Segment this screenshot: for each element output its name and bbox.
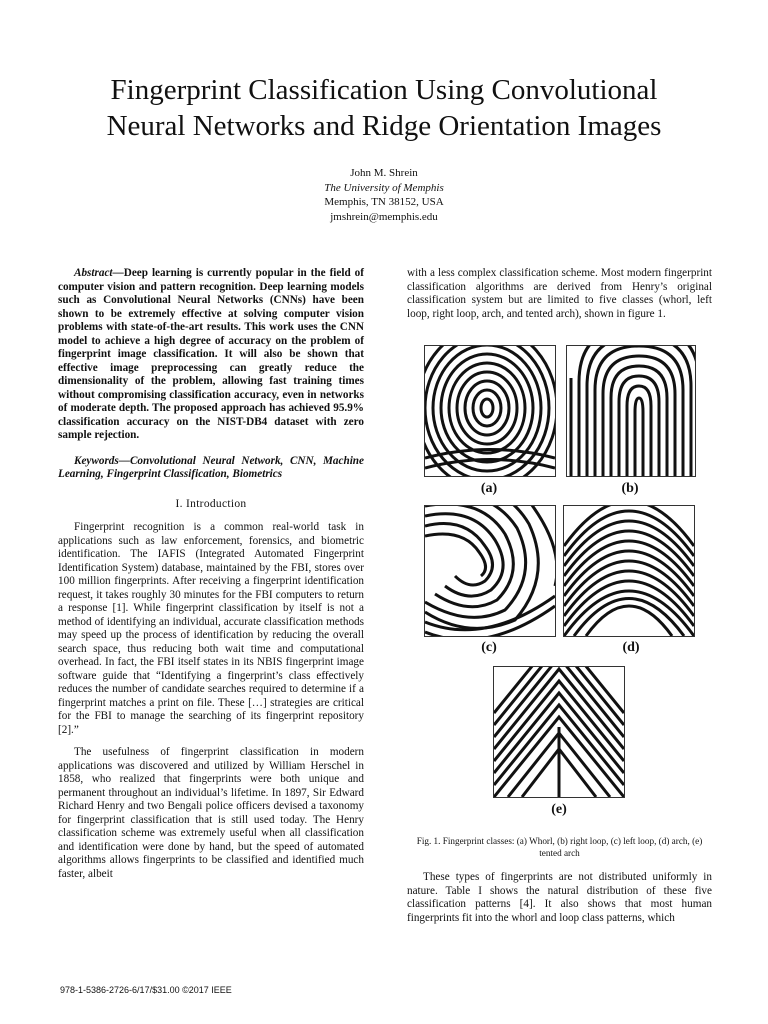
right-paragraph-bottom: These types of fingerprints are not distributed uniformly in nature. Table I shows the natural distribution of these five classification patterns [4]. It also shows that most human fingerprints fit into the whorl and loop class patterns, which xyxy=(407,871,712,924)
fingerprint-image-whorl xyxy=(424,345,556,477)
author-location: Memphis, TN 38152, USA xyxy=(324,196,444,208)
author-affiliation: The University of Memphis xyxy=(324,181,444,194)
intro-paragraph-2: The usefulness of fingerprint classification in modern applications was discovered and utilized by William Herschel in 1858, who realized that fingerprints were both unique and permanent throughout an individual’s lifetime. In 1897, Sir Edward Richard Henry and two Bengali police officers devised a taxonomy for fingerprint classification that is still used today. The Henry classification scheme was extremely useful when all classification and identification were done by hand, but the speed of automated algorithms allows fingerprints to be classified and identified much faster, albeit xyxy=(58,746,364,880)
figure-label-d: (d) xyxy=(622,640,640,655)
left-column xyxy=(58,267,364,881)
section-heading: I. Introduction xyxy=(175,497,247,510)
right-paragraph-top: with a less complex classification scheme. Most modern fingerprint classification algorithms are derived from Henry’s original classification system but are limited to five classes (whorl, left loop, right loop, arch, and tented arch), shown in figure 1. xyxy=(407,267,712,320)
intro-paragraph-1: Fingerprint recognition is a common real-world task in applications such as law enforcement, forensics, and biometric identification. The IAFIS (Integrated Automated Fingerprint Identification System) database, maintained by the FBI, stores over 100 million fingerprints. After receiving a fingerprint identification request, it takes roughly 30 minutes for the FBI computers to return a response [1]. While fingerprint classification by itself is not a method of identifying an individual, accurate classification methods may speed up the process of identification by reducing the overall search space, thus reducing both wait time and computational overhead. In fact, the FBI itself states in its NBIS fingerprint image software guide that “Identifying a fingerprint’s class effectively reduces the number of candidate searches required to determine if a fingerprint matches a print on file. These […] strategies are critical for the FBI to manage the searching of its fingerprint repository [2].” xyxy=(58,521,364,736)
keywords xyxy=(58,455,364,482)
figure-caption: Fig. 1. Fingerprint classes: (a) Whorl, (b) right loop, (c) left loop, (d) arch, (e) tented arch xyxy=(416,836,703,858)
copyright-footer: 978-1-5386-2726-6/17/$31.00 ©2017 IEEE xyxy=(60,985,232,995)
fingerprint-image-left-loop xyxy=(424,505,556,637)
fingerprint-image-right-loop xyxy=(566,345,696,477)
author-email: jmshrein@memphis.edu xyxy=(330,210,438,223)
keywords-text: —Convolutional Neural Network, CNN, Machine Learning, Fingerprint Classification, Biometrics xyxy=(58,454,364,480)
paper-title xyxy=(0,72,768,144)
title-line-1: Fingerprint Classification Using Convolutional xyxy=(110,74,658,106)
figure-label-a: (a) xyxy=(480,481,498,496)
title-line-2: Neural Networks and Ridge Orientation Images xyxy=(106,110,662,142)
abstract xyxy=(58,267,364,443)
keywords-lead: Keywords xyxy=(74,454,119,467)
fingerprint-image-arch xyxy=(563,505,695,637)
author-block xyxy=(0,166,768,224)
figure-label-e: (e) xyxy=(551,802,567,817)
author-name: John M. Shrein xyxy=(350,167,418,179)
fingerprint-image-tented-arch xyxy=(493,666,625,798)
abstract-text: —Deep learning is currently popular in the field of computer vision and pattern recognition. Deep learning models such as Convolutional Neural Networks (CNNs) have been shown to be extremely effective at solving computer vision problems with state-of-the-art results. This work uses the CNN model to achieve a high degree of accuracy on the problem of fingerprint image classification. It will also be shown that effective image preprocessing can greatly reduce the dimensionality of the problem, allowing fast training times without compromising classification accuracy, even in networks of moderate depth. The proposed approach has achieved 95.9% classification accuracy on the NIST-DB4 dataset with zero sample rejection. xyxy=(58,267,364,441)
right-column-bottom xyxy=(407,871,712,925)
right-column xyxy=(407,267,712,321)
abstract-lead: Abstract xyxy=(74,267,113,279)
figure-label-b: (b) xyxy=(621,481,639,496)
figure-label-c: (c) xyxy=(481,640,497,655)
